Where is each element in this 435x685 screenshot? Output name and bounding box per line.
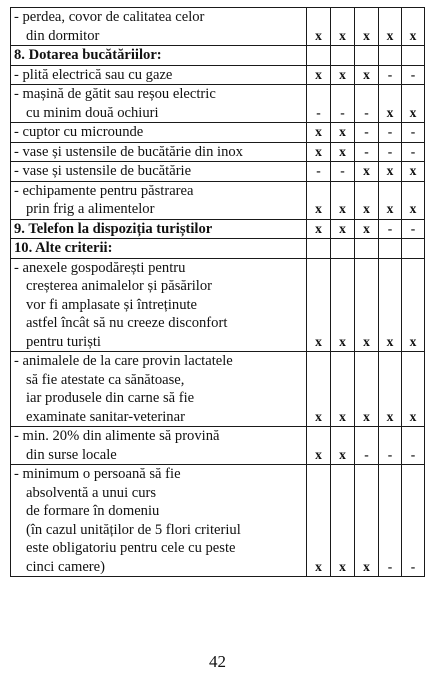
table-row	[11, 123, 425, 143]
criterion-text-line: - vase și ustensile de bucătărie din inox	[14, 143, 243, 160]
criterion-cell	[11, 465, 307, 577]
criterion-text-line: este obligatoriu pentru cele cu peste	[26, 540, 236, 556]
category-mark-cell: x	[307, 123, 331, 143]
category-mark-cell: x	[402, 85, 425, 123]
category-mark-cell: x	[355, 219, 379, 239]
criterion-text-line: să fie atestate ca sănătoase,	[26, 371, 185, 388]
category-mark-cell: x	[331, 65, 355, 85]
category-mark-cell: x	[402, 162, 425, 182]
category-mark-cell: x	[331, 8, 355, 46]
criterion-text-line: prin frig a alimentelor	[26, 201, 155, 217]
category-mark-cell: -	[307, 162, 331, 182]
category-mark-cell	[379, 239, 402, 259]
category-mark-cell: x	[402, 352, 425, 427]
category-mark-cell	[331, 239, 355, 259]
category-mark-cell: -	[379, 219, 402, 239]
category-mark-cell	[355, 46, 379, 66]
criteria-table-body	[11, 8, 425, 577]
table-row	[11, 258, 425, 352]
category-mark-cell: x	[355, 181, 379, 219]
category-mark-cell: x	[307, 142, 331, 162]
category-mark-cell: x	[331, 352, 355, 427]
category-mark-cell: -	[402, 65, 425, 85]
category-mark-cell: x	[331, 258, 355, 352]
criterion-text-line: cinci camere)	[26, 558, 105, 575]
criterion-text-line: din surse locale	[26, 446, 117, 463]
criterion-cell	[11, 123, 307, 143]
category-mark-cell: x	[379, 258, 402, 352]
criterion-cell	[11, 65, 307, 85]
category-mark-cell	[307, 239, 331, 259]
category-mark-cell: x	[331, 465, 355, 577]
criterion-text-line: - minimum o persoană să fie	[14, 466, 181, 482]
category-mark-cell: x	[355, 258, 379, 352]
category-mark-cell: x	[307, 8, 331, 46]
category-mark-cell: x	[379, 85, 402, 123]
criterion-text-line: iar produsele din carne să fie	[26, 390, 195, 406]
category-mark-cell: -	[331, 162, 355, 182]
category-mark-cell: x	[402, 8, 425, 46]
criterion-cell	[11, 258, 307, 352]
criterion-text-line: astfel încât să nu creeze disconfort	[26, 315, 228, 331]
category-mark-cell: x	[307, 65, 331, 85]
criterion-text-line: - min. 20% din alimente să provină	[14, 428, 220, 444]
category-mark-cell: x	[307, 219, 331, 239]
category-mark-cell: -	[379, 427, 402, 465]
category-mark-cell: x	[331, 181, 355, 219]
category-mark-cell: x	[307, 465, 331, 577]
category-mark-cell: x	[331, 427, 355, 465]
criterion-cell	[11, 181, 307, 219]
category-mark-cell: x	[379, 181, 402, 219]
table-row	[11, 8, 425, 46]
category-mark-cell: x	[355, 65, 379, 85]
category-mark-cell: x	[307, 427, 331, 465]
category-mark-cell: -	[402, 123, 425, 143]
criterion-text-line: - vase și ustensile de bucătărie	[14, 163, 192, 179]
category-mark-cell: -	[379, 465, 402, 577]
section-heading-cell	[11, 219, 307, 239]
category-mark-cell: x	[355, 352, 379, 427]
category-mark-cell: x	[355, 465, 379, 577]
table-row	[11, 162, 425, 182]
category-mark-cell: -	[331, 85, 355, 123]
section-heading-cell	[11, 46, 307, 66]
criterion-text-line: - perdea, covor de calitatea celor	[14, 9, 205, 25]
criterion-cell	[11, 85, 307, 123]
category-mark-cell: x	[402, 181, 425, 219]
criterion-text-line: 9. Telefon la dispoziția turiștilor	[14, 220, 213, 237]
category-mark-cell: -	[355, 123, 379, 143]
category-mark-cell	[402, 46, 425, 66]
table-row	[11, 65, 425, 85]
category-mark-cell: -	[355, 85, 379, 123]
category-mark-cell: -	[402, 427, 425, 465]
category-mark-cell	[355, 239, 379, 259]
criterion-cell	[11, 8, 307, 46]
criterion-text-line: pentru turiști	[26, 333, 101, 350]
criterion-cell	[11, 162, 307, 182]
criterion-text-line: de formare în domeniu	[26, 503, 160, 519]
table-row	[11, 142, 425, 162]
section-heading-cell	[11, 239, 307, 259]
category-mark-cell: -	[355, 427, 379, 465]
category-mark-cell: -	[379, 123, 402, 143]
criterion-text-line: creșterea animalelor și păsărilor	[26, 278, 212, 294]
category-mark-cell: -	[307, 85, 331, 123]
table-row	[11, 181, 425, 219]
table-row	[11, 46, 425, 66]
criterion-text-line: - echipamente pentru păstrarea	[14, 182, 194, 199]
page-number: 42	[209, 652, 226, 671]
category-mark-cell: -	[379, 65, 402, 85]
category-mark-cell: -	[402, 219, 425, 239]
table-row	[11, 85, 425, 123]
criterion-text-line: (în cazul unităților de 5 flori criteriul	[26, 521, 241, 538]
criterion-cell	[11, 427, 307, 465]
criterion-text-line: vor fi amplasate și întreținute	[26, 296, 198, 313]
category-mark-cell: -	[379, 142, 402, 162]
criterion-text-line: - plită electrică sau cu gaze	[14, 66, 173, 83]
criterion-text-line: cu minim două ochiuri	[26, 104, 159, 121]
criterion-text-line: examinate sanitar-veterinar	[26, 408, 185, 425]
category-mark-cell: -	[355, 142, 379, 162]
table-row	[11, 465, 425, 577]
category-mark-cell: -	[402, 142, 425, 162]
table-row	[11, 219, 425, 239]
category-mark-cell: x	[355, 162, 379, 182]
category-mark-cell	[331, 46, 355, 66]
category-mark-cell	[402, 239, 425, 259]
table-row	[11, 352, 425, 427]
category-mark-cell: x	[331, 219, 355, 239]
criterion-text-line: - cuptor cu microunde	[14, 124, 144, 140]
category-mark-cell: -	[402, 465, 425, 577]
category-mark-cell: x	[355, 8, 379, 46]
criterion-text-line: - mașină de gătit sau reșou electric	[14, 86, 216, 102]
category-mark-cell: x	[331, 123, 355, 143]
category-mark-cell: x	[307, 258, 331, 352]
criterion-cell	[11, 142, 307, 162]
criterion-text-line: - anexele gospodărești pentru	[14, 259, 186, 276]
category-mark-cell	[307, 46, 331, 66]
category-mark-cell: x	[379, 8, 402, 46]
criteria-table	[10, 7, 425, 577]
criterion-text-line: 8. Dotarea bucătăriilor:	[14, 47, 162, 63]
table-row	[11, 427, 425, 465]
criterion-text-line: 10. Alte criterii:	[14, 240, 113, 256]
category-mark-cell: x	[379, 352, 402, 427]
category-mark-cell: x	[402, 258, 425, 352]
category-mark-cell	[379, 46, 402, 66]
criterion-text-line: - animalele de la care provin lactatele	[14, 353, 233, 369]
category-mark-cell: x	[379, 162, 402, 182]
criterion-text-line: din dormitor	[26, 27, 100, 44]
criterion-text-line: absolventă a unui curs	[26, 484, 157, 501]
category-mark-cell: x	[307, 181, 331, 219]
category-mark-cell: x	[307, 352, 331, 427]
criterion-cell	[11, 352, 307, 427]
category-mark-cell: x	[331, 142, 355, 162]
table-row	[11, 239, 425, 259]
